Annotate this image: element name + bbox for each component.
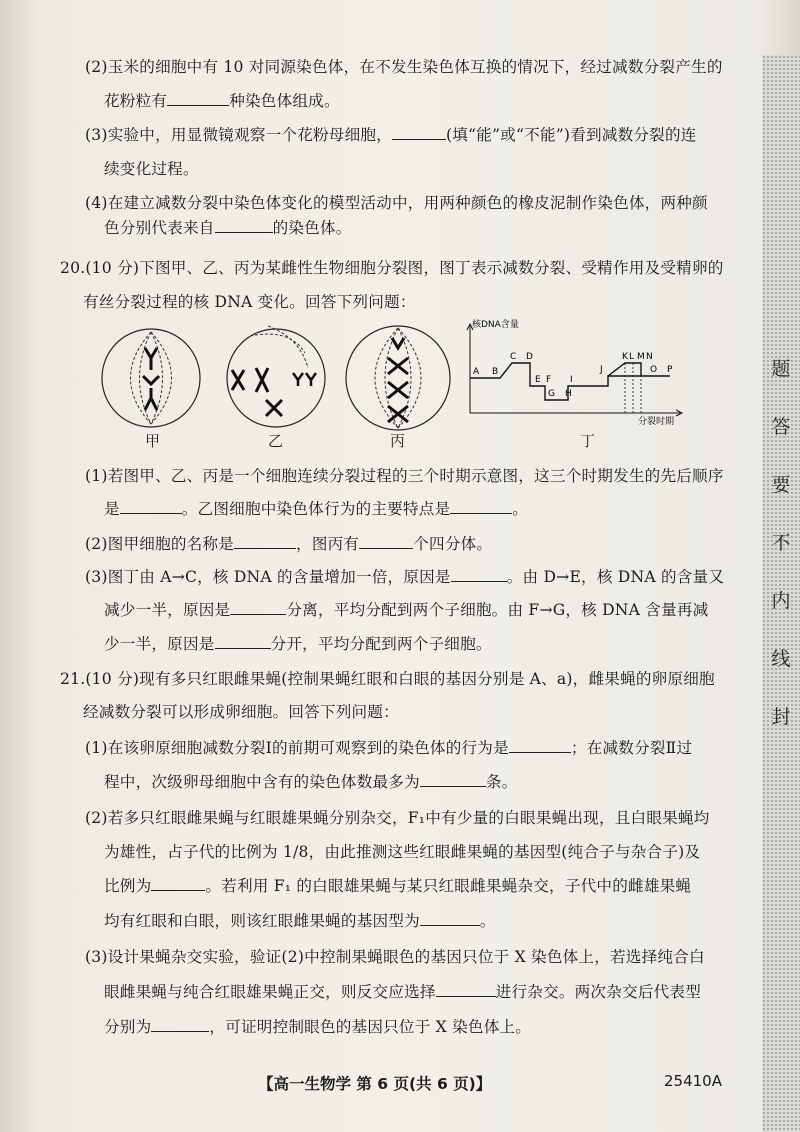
q20-sub2: (2)图甲细胞的名称是 ，图丙有 个四分体。 [85, 535, 493, 553]
svg-text:A: A [473, 367, 480, 377]
figure-label-jia: 甲 [145, 432, 161, 450]
q20-stem-line1: 20.(10 分)下图甲、乙、丙为某雌性生物细胞分裂图，图丁表示减数分裂、受精作用及受精卵的 [60, 259, 724, 277]
graph-y-label: 核DNA含量 [472, 320, 519, 330]
svg-text:F: F [546, 375, 552, 385]
answer-blank[interactable] [167, 91, 229, 106]
answer-blank[interactable] [215, 218, 273, 233]
q19-part4-line1: (4)在建立减数分裂中染色体变化的模型活动中，用两种颜色的橡皮泥制作染色体，两种颜 [85, 194, 708, 212]
q21-sub3-line2: 眼雌果蝇与纯合红眼雄果蝇正交，则反交应选择 进行杂交。两次杂交后代表型 [104, 983, 701, 1001]
svg-text:M: M [637, 352, 645, 362]
q19-part2-line1: (2)玉米的细胞中有 10 对同源染色体，在不发生染色体互换的情况下，经过减数分裂产生的 [85, 58, 723, 76]
q20-sub1-line1: (1)若图甲、乙、丙是一个细胞连续分裂过程的三个时期示意图，这三个时期发生的先后顺序 [85, 467, 724, 485]
q20-sub3-line1: (3)图丁由 A→C，核 DNA 的含量增加一倍，原因是 。由 D→E，核 DNA 的含量又 [85, 568, 725, 586]
q19-part3-line1: (3)实验中，用显微镜观察一个花粉母细胞， (填“能”或“不能”)看到减数分裂的连 [85, 126, 697, 144]
answer-blank[interactable] [151, 1017, 209, 1032]
q20-sub3-line2: 减少一半，原因是 分离，平均分配到两个子细胞。由 F→G，核 DNA 含量再减 [104, 601, 709, 619]
svg-text:H: H [565, 389, 572, 399]
q21-sub3-line3: 分别为 ，可证明控制眼色的基因只位于 X 染色体上。 [104, 1018, 532, 1036]
q19-part2-line2: 花粉粒有 种染色体组成。 [104, 92, 340, 110]
svg-text:B: B [492, 367, 499, 377]
cell-yi [227, 326, 325, 427]
q21-sub2-line2: 为雄性，占子代的比例为 1/8，由此推测这些红眼雌果蝇的基因型(纯合子与杂合子)及 [104, 843, 701, 861]
answer-blank[interactable] [420, 772, 486, 787]
svg-text:E: E [535, 375, 541, 385]
q19-part4-line2: 色分别代表来自 的染色体。 [104, 219, 352, 237]
answer-blank[interactable] [436, 982, 496, 997]
q20-sub1-line2: 是 。乙图细胞中染色体行为的主要特点是 。 [104, 500, 529, 518]
graph-x-label: 分裂时期 [638, 417, 675, 427]
q21-sub2-line1: (2)若多只红眼雌果蝇与红眼雄果蝇分别杂交，F₁中有少量的白眼果蝇出现，且白眼果蝇均 [85, 809, 710, 827]
paper-code: 25410A [664, 1072, 722, 1090]
svg-text:C: C [510, 352, 517, 362]
q21-sub2-line3: 比例为 。若利用 F₁ 的白眼雄果蝇与某只红眼雌果蝇杂交，子代中的雌雄果蝇 [104, 877, 692, 895]
answer-blank[interactable] [450, 499, 512, 514]
q20-sub3-line3: 少一半，原因是 分开，平均分配到两个子细胞。 [104, 635, 492, 653]
svg-text:D: D [526, 352, 533, 362]
seal-margin-text: 题 答 要 不 内 线 封 [771, 358, 791, 728]
answer-blank[interactable] [509, 738, 571, 753]
answer-blank[interactable] [234, 534, 296, 549]
svg-text:P: P [667, 365, 673, 375]
q21-sub1-line1: (1)在该卵原细胞减数分裂Ⅰ的前期可观察到的染色体的行为是 ；在减数分裂Ⅱ过 [85, 739, 693, 757]
answer-blank[interactable] [230, 600, 286, 615]
dna-content-graph [467, 318, 682, 427]
q21-stem-line1: 21.(10 分)现有多只红眼雌果蝇(控制果蝇红眼和白眼的基因分别是 A、a)，雌果蝇的卵原细胞 [60, 670, 715, 688]
cell-jia [102, 329, 200, 427]
q19-part3-line2: 续变化过程。 [104, 160, 199, 178]
q21-sub1-line2: 程中，次级卵母细胞中含有的染色体数最多为 条。 [104, 773, 518, 791]
answer-blank[interactable] [151, 876, 205, 891]
q21-sub2-line4: 均有红眼和白眼，则该红眼雌果蝇的基因型为 。 [104, 912, 496, 930]
svg-text:I: I [570, 375, 573, 385]
svg-text:J: J [600, 365, 603, 375]
cell-division-figures [90, 318, 690, 448]
answer-blank[interactable] [451, 567, 507, 582]
answer-blank[interactable] [420, 911, 480, 926]
svg-text:G: G [548, 389, 555, 399]
answer-blank[interactable] [120, 499, 182, 514]
q21-stem-line2: 经减数分裂可以形成卵细胞。回答下列问题： [83, 703, 399, 721]
q21-sub3-line1: (3)设计果蝇杂交实验，验证(2)中控制果蝇眼色的基因只位于 X 染色体上，若选择纯合白 [85, 948, 705, 966]
svg-text:K: K [622, 352, 628, 362]
svg-text:O: O [650, 365, 658, 375]
page-footer: 【高一生物学 第 6 页(共 6 页)】 [258, 1075, 492, 1093]
figure-label-bing: 丙 [390, 432, 406, 450]
svg-text:L: L [629, 352, 635, 362]
answer-blank[interactable] [392, 125, 446, 140]
svg-text:N: N [646, 352, 653, 362]
q20-stem-line2: 有丝分裂过程的核 DNA 变化。回答下列问题： [83, 293, 416, 311]
answer-blank[interactable] [215, 634, 271, 649]
answer-blank[interactable] [359, 534, 413, 549]
figure-label-yi: 乙 [268, 432, 284, 450]
figure-label-ding: 丁 [580, 432, 596, 450]
cell-bing [346, 326, 450, 430]
